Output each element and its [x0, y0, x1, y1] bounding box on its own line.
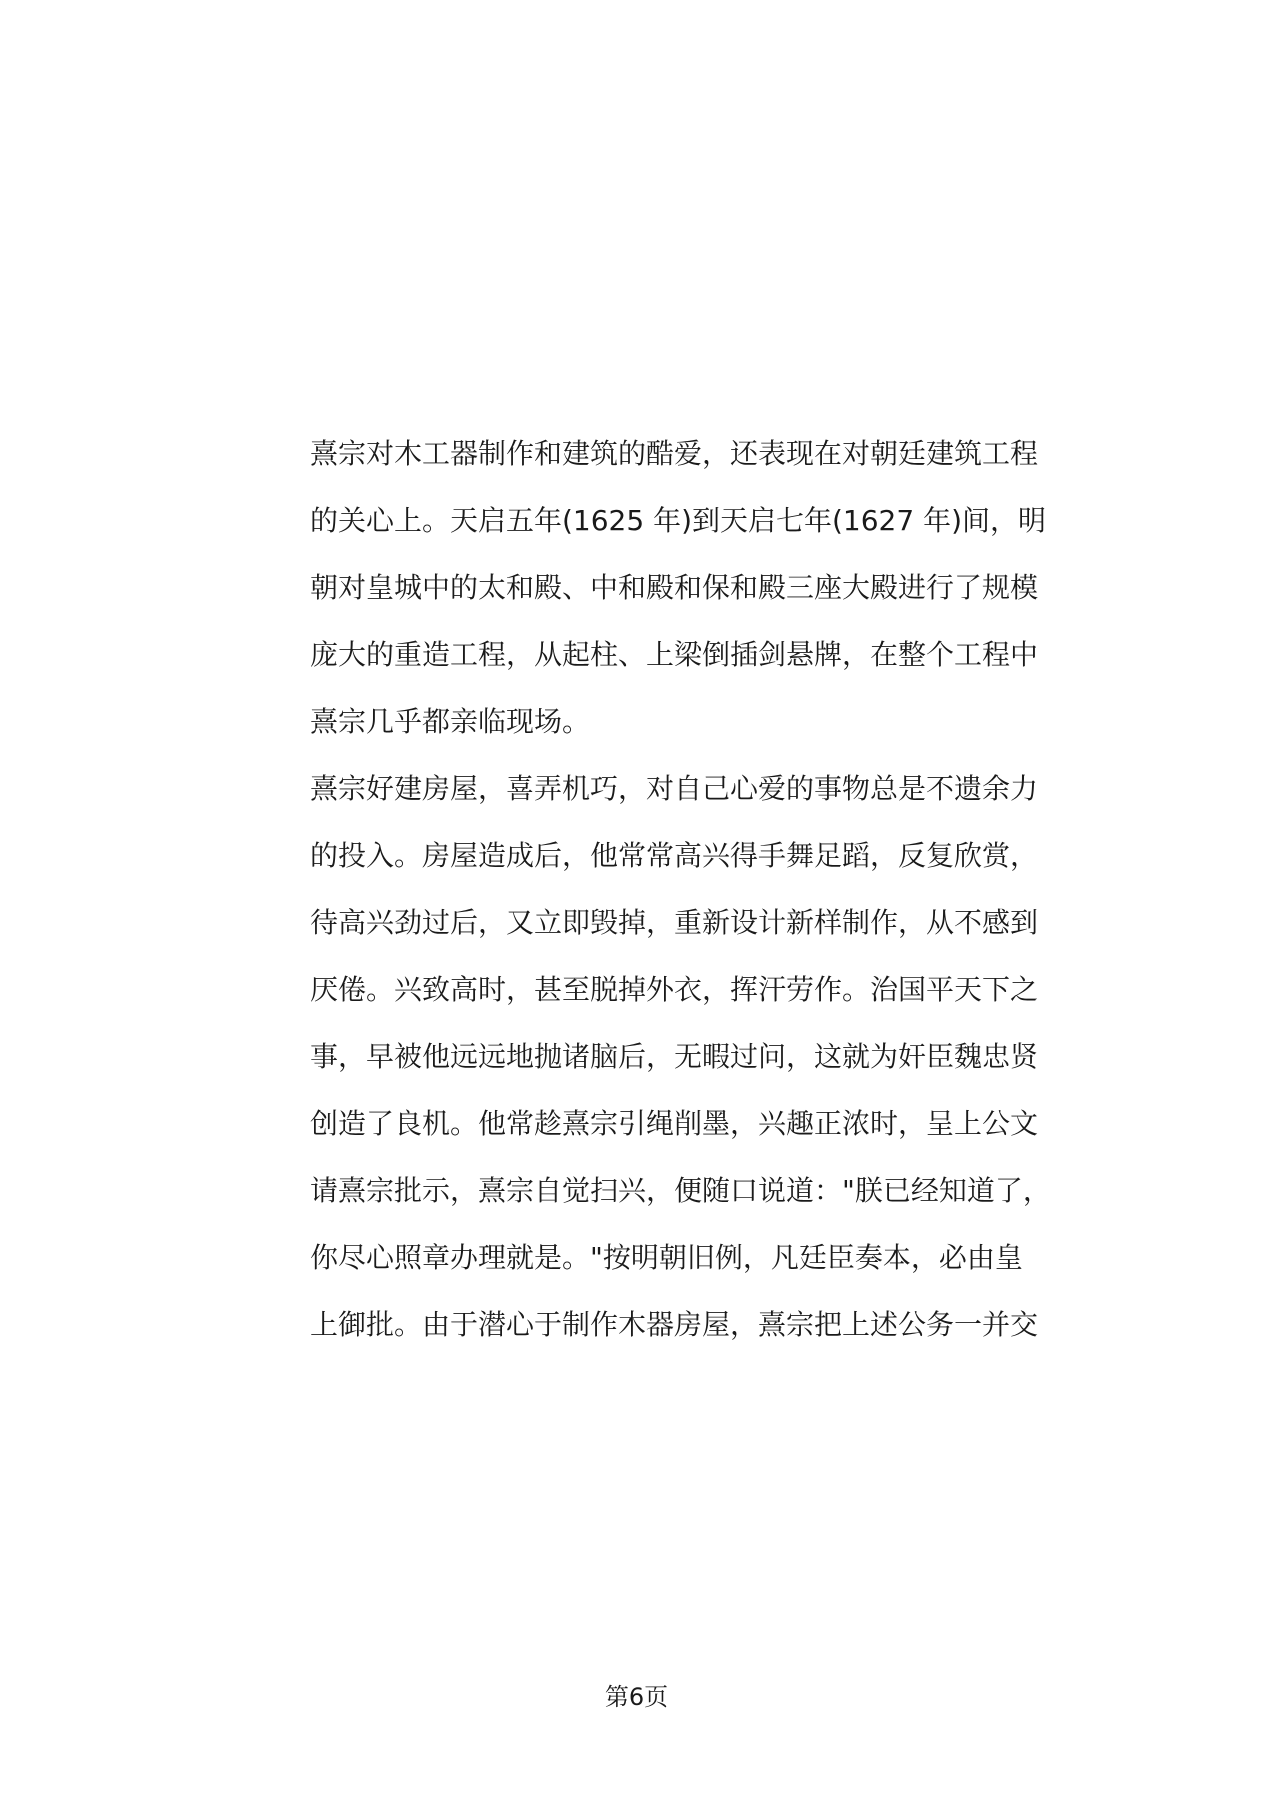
text-line: 你尽心照章办理就是。"按明朝旧例，凡廷臣奏本，必由皇 — [310, 1241, 1023, 1274]
text-line: 上御批。由于潜心于制作木器房屋，熹宗把上述公务一并交 — [310, 1308, 1039, 1341]
page-number: 第6页 — [604, 1683, 669, 1711]
text-line: 请熹宗批示，熹宗自觉扫兴，便随口说道："朕已经知道了， — [310, 1174, 1051, 1207]
text-line: 熹宗对木工器制作和建筑的酷爱，还表现在对朝廷建筑工程 — [310, 437, 1039, 470]
paragraph-2 — [310, 755, 1051, 1358]
paragraph-1 — [310, 420, 1047, 755]
text-line: 待高兴劲过后，又立即毁掉，重新设计新样制作，从不感到 — [310, 906, 1039, 939]
text-line: 熹宗几乎都亲临现场。 — [310, 705, 591, 738]
body-text — [310, 420, 1051, 1358]
text-line: 的关心上。天启五年(1625 年)到天启七年(1627 年)间，明 — [310, 504, 1047, 537]
text-line: 创造了良机。他常趁熹宗引绳削墨，兴趣正浓时，呈上公文 — [310, 1107, 1039, 1140]
text-line: 事，早被他远远地抛诸脑后，无暇过问，这就为奸臣魏忠贤 — [310, 1040, 1039, 1073]
text-line: 厌倦。兴致高时，甚至脱掉外衣，挥汗劳作。治国平天下之 — [310, 973, 1039, 1006]
text-line: 的投入。房屋造成后，他常常高兴得手舞足蹈，反复欣赏， — [310, 839, 1039, 872]
text-line: 庞大的重造工程，从起柱、上梁倒插剑悬牌，在整个工程中 — [310, 638, 1039, 671]
text-line: 熹宗好建房屋，喜弄机巧，对自己心爱的事物总是不遗余力 — [310, 772, 1039, 805]
text-line: 朝对皇城中的太和殿、中和殿和保和殿三座大殿进行了规模 — [310, 571, 1039, 604]
